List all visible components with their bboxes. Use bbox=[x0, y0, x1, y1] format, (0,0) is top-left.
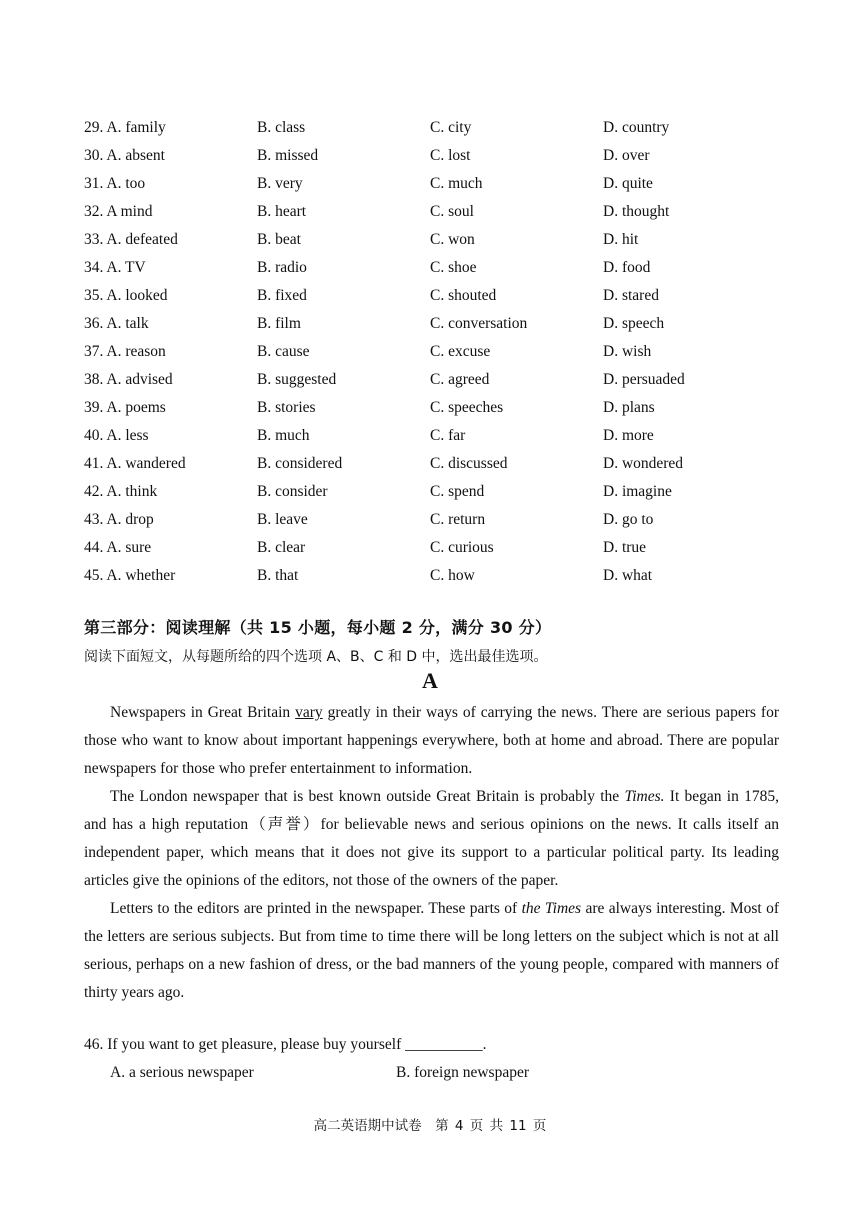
instruction-text: 阅读下面短文，从每题所给的四个选项 A、B、C 和 D 中，选出最佳选项。 bbox=[84, 649, 548, 665]
option-row bbox=[84, 254, 784, 282]
option-d: D. hit bbox=[603, 231, 639, 248]
option-row bbox=[84, 310, 784, 338]
option-b: B. clear bbox=[257, 539, 306, 556]
option-b: B. film bbox=[257, 315, 301, 332]
option-row bbox=[84, 282, 784, 310]
text: It began in 1785, and has a high reputation（声誉）for believable news and serious opinions on the news. It calls itself an independent paper, which means that it does not give its support to a particular political party. Its leading articles give the opinions of the editors, not those of the owners of the paper. bbox=[84, 788, 779, 889]
option-b: B. leave bbox=[257, 511, 308, 528]
option-a: 36. A. talk bbox=[84, 315, 149, 332]
option-b: B. radio bbox=[257, 259, 307, 276]
answer-options bbox=[110, 1064, 529, 1082]
section-title: 第三部分：阅读理解（共 15 小题，每小题 2 分，满分 30 分） bbox=[84, 618, 552, 637]
option-b: B. very bbox=[257, 175, 303, 192]
option-d: D. thought bbox=[603, 203, 670, 220]
option-b: B. beat bbox=[257, 231, 301, 248]
question-46: 46. If you want to get pleasure, please buy yourself __________. bbox=[84, 1036, 487, 1053]
option-b: B. suggested bbox=[257, 371, 337, 388]
option-d: D. food bbox=[603, 259, 651, 276]
underlined-word: vary bbox=[295, 704, 323, 721]
option-d: D. speech bbox=[603, 315, 665, 332]
option-c: C. city bbox=[430, 119, 472, 136]
option-c: C. won bbox=[430, 231, 475, 248]
paragraph-1 bbox=[84, 699, 779, 783]
paragraph-3 bbox=[84, 895, 779, 1007]
option-b: B. much bbox=[257, 427, 310, 444]
answer-b: B. foreign newspaper bbox=[396, 1064, 529, 1081]
option-d: D. wish bbox=[603, 343, 652, 360]
option-row bbox=[84, 534, 784, 562]
option-a: 34. A. TV bbox=[84, 259, 146, 276]
option-d: D. country bbox=[603, 119, 670, 136]
option-row bbox=[84, 450, 784, 478]
option-row bbox=[84, 170, 784, 198]
option-a: 43. A. drop bbox=[84, 511, 154, 528]
option-b: B. stories bbox=[257, 399, 316, 416]
option-d: D. what bbox=[603, 567, 653, 584]
text: Letters to the editors are printed in the newspaper. These parts of bbox=[110, 900, 522, 917]
text: Newspapers in Great Britain bbox=[110, 704, 296, 721]
text: The London newspaper that is best known outside Great Britain is probably the bbox=[110, 788, 625, 805]
option-a: 33. A. defeated bbox=[84, 231, 178, 248]
page-footer: 高二英语期中试卷 第 4 页 共 11 页 bbox=[313, 1118, 547, 1134]
option-a: 39. A. poems bbox=[84, 399, 166, 416]
option-a: 42. A. think bbox=[84, 483, 158, 500]
options-table bbox=[84, 114, 784, 590]
option-a: 29. A. family bbox=[84, 119, 166, 136]
passage-body bbox=[84, 699, 779, 1007]
paragraph-2 bbox=[84, 783, 779, 895]
option-d: D. more bbox=[603, 427, 654, 444]
option-d: D. stared bbox=[603, 287, 659, 304]
option-a: 32. A mind bbox=[84, 203, 153, 220]
option-d: D. go to bbox=[603, 511, 654, 528]
option-row bbox=[84, 114, 784, 142]
option-a: 44. A. sure bbox=[84, 539, 152, 556]
option-c: C. shouted bbox=[430, 287, 497, 304]
option-c: C. shoe bbox=[430, 259, 477, 276]
option-c: C. curious bbox=[430, 539, 494, 556]
option-b: B. consider bbox=[257, 483, 328, 500]
option-row bbox=[84, 338, 784, 366]
option-d: D. over bbox=[603, 147, 650, 164]
option-c: C. discussed bbox=[430, 455, 508, 472]
option-d: D. quite bbox=[603, 175, 653, 192]
option-c: C. far bbox=[430, 427, 466, 444]
option-c: C. much bbox=[430, 175, 483, 192]
italic-title: the Times bbox=[521, 900, 582, 917]
option-c: C. spend bbox=[430, 483, 485, 500]
option-c: C. conversation bbox=[430, 315, 528, 332]
option-b: B. cause bbox=[257, 343, 310, 360]
option-a: 40. A. less bbox=[84, 427, 149, 444]
option-b: B. that bbox=[257, 567, 299, 584]
option-c: C. speeches bbox=[430, 399, 504, 416]
option-d: D. true bbox=[603, 539, 647, 556]
option-row bbox=[84, 198, 784, 226]
option-row bbox=[84, 562, 784, 590]
option-row bbox=[84, 142, 784, 170]
option-c: C. how bbox=[430, 567, 475, 584]
option-a: 35. A. looked bbox=[84, 287, 168, 304]
option-b: B. considered bbox=[257, 455, 343, 472]
option-a: 45. A. whether bbox=[84, 567, 176, 584]
option-c: C. soul bbox=[430, 203, 474, 220]
option-row bbox=[84, 478, 784, 506]
option-row bbox=[84, 226, 784, 254]
option-d: D. persuaded bbox=[603, 371, 685, 388]
option-row bbox=[84, 366, 784, 394]
option-row bbox=[84, 422, 784, 450]
option-c: C. agreed bbox=[430, 371, 490, 388]
text: are always interesting. Most of the letters are serious subjects. But from time to time there will be long letters on the subject which is not at all serious, perhaps on a new fashion of dress, or the bad manners of the young people, compared with manners of thirty years ago. bbox=[84, 900, 779, 1001]
answer-a: A. a serious newspaper bbox=[110, 1064, 254, 1081]
option-b: B. class bbox=[257, 119, 306, 136]
option-c: C. lost bbox=[430, 147, 471, 164]
option-a: 31. A. too bbox=[84, 175, 146, 192]
option-row bbox=[84, 506, 784, 534]
option-a: 37. A. reason bbox=[84, 343, 166, 360]
option-b: B. missed bbox=[257, 147, 319, 164]
option-d: D. plans bbox=[603, 399, 655, 416]
option-d: D. imagine bbox=[603, 483, 672, 500]
option-b: B. heart bbox=[257, 203, 307, 220]
option-c: C. return bbox=[430, 511, 486, 528]
option-c: C. excuse bbox=[430, 343, 491, 360]
passage-heading: A bbox=[422, 668, 438, 693]
option-row bbox=[84, 394, 784, 422]
option-b: B. fixed bbox=[257, 287, 307, 304]
italic-title: Times. bbox=[624, 788, 665, 805]
option-a: 30. A. absent bbox=[84, 147, 165, 164]
option-a: 41. A. wandered bbox=[84, 455, 186, 472]
option-a: 38. A. advised bbox=[84, 371, 173, 388]
text: greatly in their ways of carrying the news. There are serious papers for those who want to know about important happenings everywhere, both at home and abroad. There are popular newspapers for those who prefer entertainment to information. bbox=[84, 704, 779, 777]
option-d: D. wondered bbox=[603, 455, 684, 472]
